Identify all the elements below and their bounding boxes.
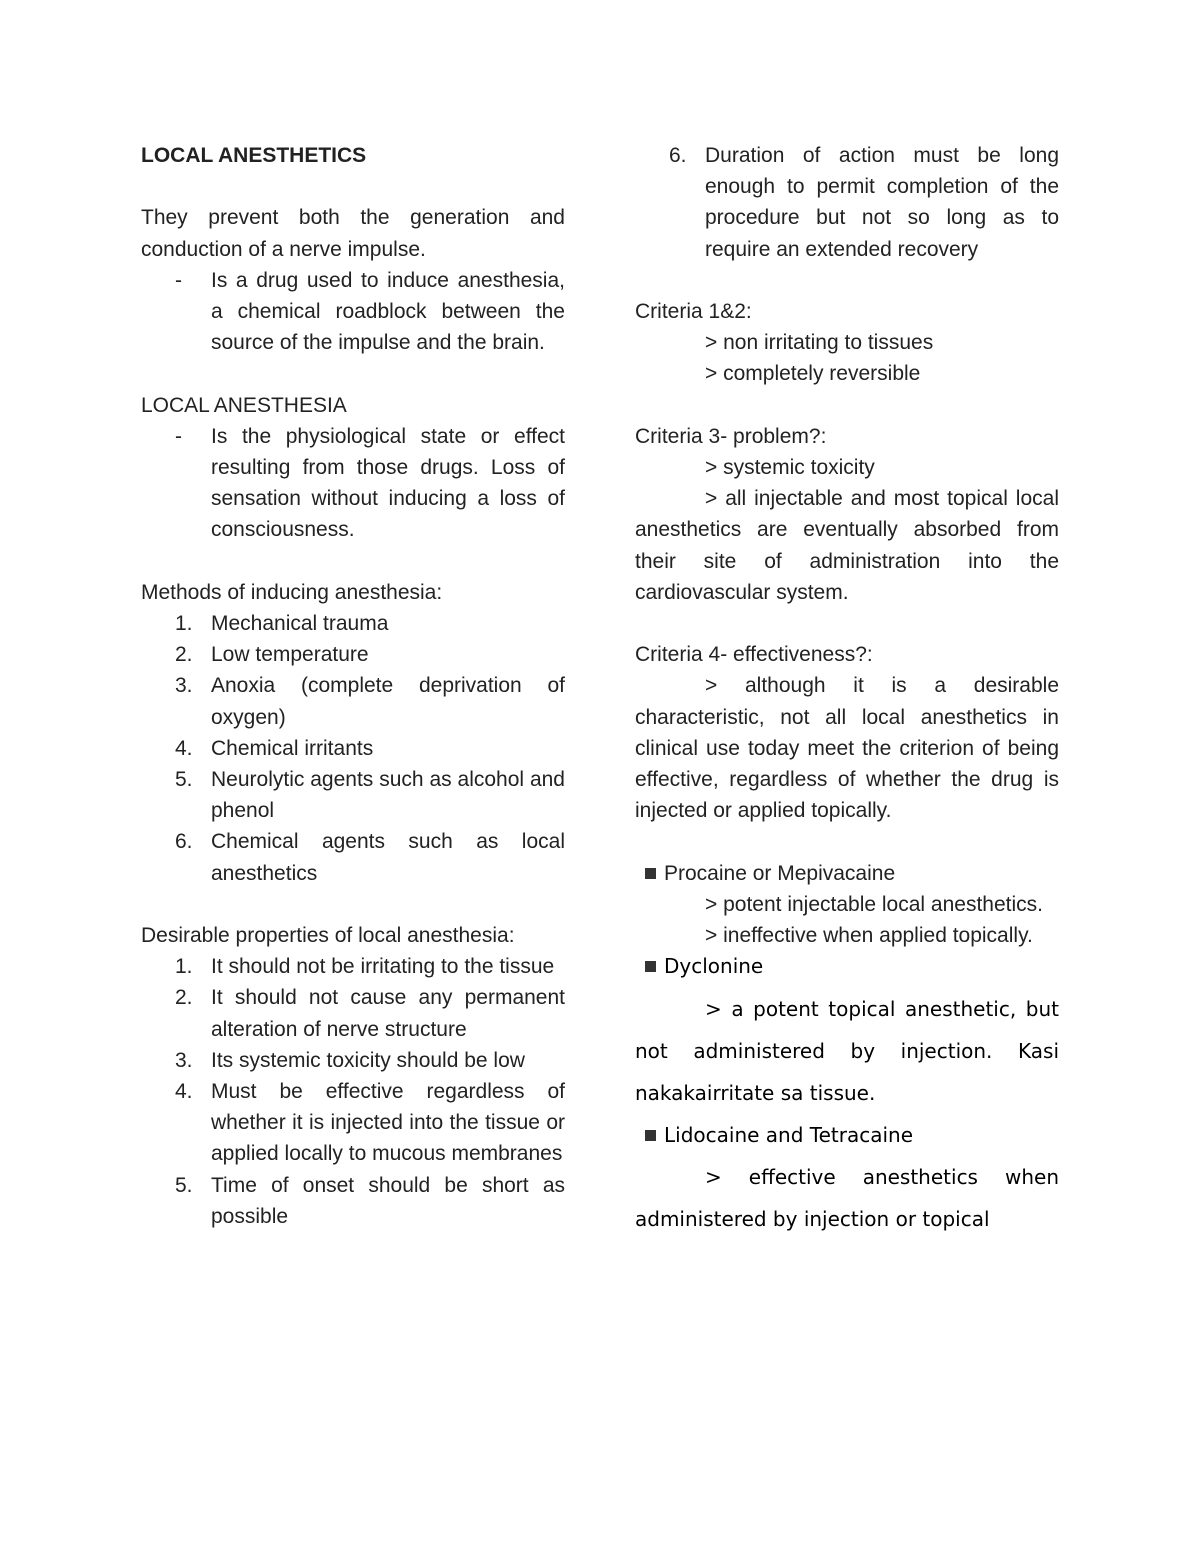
- drug-heading-procaine: [635, 858, 1059, 889]
- list-number: 4.: [175, 736, 193, 760]
- list-number: 3.: [175, 674, 193, 698]
- criteria-3-heading: Criteria 3- problem?:: [635, 424, 827, 448]
- list-text: Its systemic toxicity should be low: [211, 1048, 525, 1072]
- list-number: 1.: [175, 612, 193, 635]
- intro-dash-item: [141, 265, 565, 359]
- drug-name: Dyclonine: [664, 954, 764, 979]
- list-text: Chemical agents such as local anesthetics: [211, 830, 565, 885]
- list-text: Chemical irritants: [211, 736, 374, 760]
- list-number: 2.: [175, 986, 193, 1010]
- list-number: 6.: [175, 830, 193, 854]
- list-text: It should not be irritating to the tissue: [211, 955, 555, 979]
- drug-name: Lidocaine and Tetracaine: [664, 1123, 913, 1148]
- list-text: Neurolytic agents such as alcohol and phenol: [211, 768, 565, 823]
- drug-heading-lidocaine: [635, 1114, 1059, 1156]
- left-column: [141, 140, 565, 1232]
- list-item: [141, 670, 565, 732]
- criteria-1-2-point: > non irritating to tissues: [705, 331, 934, 355]
- list-number: 5.: [175, 768, 193, 792]
- dash-marker: -: [175, 424, 182, 448]
- list-number: 6.: [669, 144, 687, 167]
- list-item: [141, 826, 565, 888]
- list-item: [141, 1076, 565, 1170]
- drug-heading-dyclonine: [635, 951, 1059, 982]
- criteria-3-paragraph: > all injectable and most topical local anesthetics are eventually absorbed from their site of administration into the cardiovascular system.: [635, 487, 1059, 604]
- list-number: 3.: [175, 1048, 193, 1072]
- dash-marker: -: [175, 268, 182, 292]
- list-text: Mechanical trauma: [211, 612, 389, 635]
- methods-heading: Methods of inducing anesthesia:: [141, 580, 443, 604]
- list-number: 5.: [175, 1173, 193, 1197]
- list-item: [141, 764, 565, 826]
- criteria-4-paragraph: > although it is a desirable characteristic, not all local anesthetics in clinical use today meet the criterion of being effective, regardless of whether the drug is injected or applied topically.: [635, 674, 1059, 823]
- list-text: Anoxia (complete deprivation of oxygen): [211, 674, 565, 729]
- list-item: [141, 1045, 565, 1076]
- list-item: [141, 639, 565, 670]
- local-anesthesia-heading: LOCAL ANESTHESIA: [141, 393, 347, 417]
- intro-paragraph: They prevent both the generation and conduction of a nerve impulse.: [141, 206, 565, 261]
- drug-note: > a potent topical anesthetic, but not administered by injection. Kasi nakakairritate sa tissue.: [635, 997, 1059, 1106]
- drug-note: > effective anesthetics when administered by injection or topical: [635, 1165, 1059, 1232]
- right-column: [635, 140, 1059, 1240]
- square-bullet-icon: [645, 1130, 656, 1141]
- criteria-3-point: > systemic toxicity: [705, 456, 875, 479]
- methods-list: [141, 608, 565, 889]
- list-item: [141, 608, 565, 639]
- list-item: [635, 140, 1059, 265]
- dash-text: Is the physiological state or effect resulting from those drugs. Loss of sensation without inducing a loss of consciousness.: [211, 424, 565, 542]
- list-number: 1.: [175, 955, 193, 979]
- properties-list: [141, 951, 565, 1232]
- drug-note: > potent injectable local anesthetics.: [705, 892, 1043, 916]
- drug-note: > ineffective when applied topically.: [705, 924, 1033, 948]
- list-text: Low temperature: [211, 643, 369, 667]
- list-number: 4.: [175, 1080, 193, 1104]
- square-bullet-icon: [645, 868, 656, 879]
- drug-name: Procaine or Mepivacaine: [664, 861, 896, 885]
- list-text: Duration of action must be long enough to permit completion of the procedure but not so long as to require an extended recovery: [705, 144, 1059, 261]
- properties-heading: Desirable properties of local anesthesia:: [141, 924, 515, 948]
- list-text: Time of onset should be short as possible: [211, 1173, 565, 1228]
- list-text: It should not cause any permanent alteration of nerve structure: [211, 986, 565, 1041]
- criteria-4-heading: Criteria 4- effectiveness?:: [635, 643, 873, 667]
- criteria-1-2-heading: Criteria 1&2:: [635, 300, 752, 323]
- list-item: [141, 951, 565, 982]
- doc-title: LOCAL ANESTHETICS: [141, 144, 367, 167]
- list-number: 2.: [175, 643, 193, 667]
- dash-text: Is a drug used to induce anesthesia, a chemical roadblock between the source of the impulse and the brain.: [211, 268, 565, 355]
- list-item: [141, 982, 565, 1044]
- criteria-1-2-point: > completely reversible: [705, 362, 921, 386]
- square-bullet-icon: [645, 961, 656, 972]
- list-text: Must be effective regardless of whether it is injected into the tissue or applied locally to mucous membranes: [211, 1080, 565, 1166]
- list-item: [141, 1170, 565, 1232]
- anesthesia-dash-item: [141, 421, 565, 546]
- list-item: [141, 733, 565, 764]
